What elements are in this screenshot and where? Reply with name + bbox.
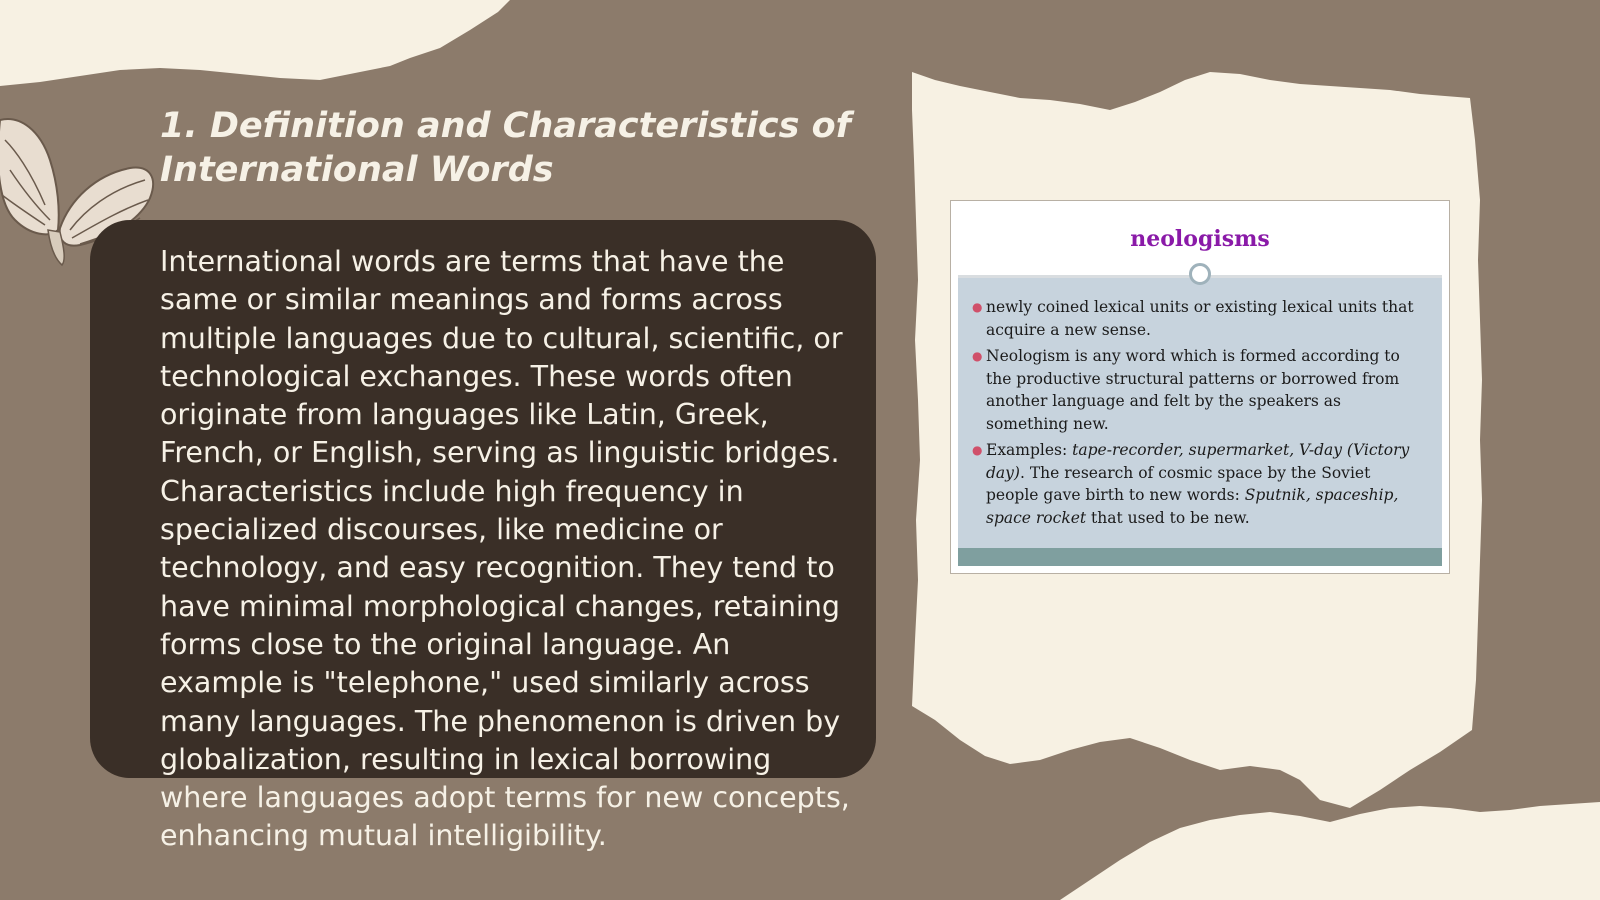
inset-slide-title: neologisms	[1130, 226, 1270, 252]
inset-bullet-item	[972, 439, 1426, 529]
inset-bullet-words: Sputnik, spaceship, space rocket	[986, 486, 1399, 527]
inset-bullet-list	[972, 296, 1426, 533]
inset-slide-footer-bar	[958, 548, 1442, 566]
inset-bullet-text: Neologism is any word which is formed according to the productive structural patterns or borrowed from another language and felt by the speakers as something new.	[986, 347, 1400, 433]
torn-paper-top-left	[0, 0, 510, 86]
inset-bullet-middle: . The research of cosmic space by the Soviet people gave birth to new words:	[986, 463, 1371, 504]
slide-title-line-2: International Words	[160, 150, 554, 190]
bullet-icon: ●	[972, 443, 983, 457]
slide-title	[160, 104, 860, 192]
torn-paper-bottom-right	[1060, 802, 1600, 900]
inset-slide-content	[958, 208, 1442, 566]
body-paragraph: International words are terms that have the same or similar meanings and forms across multiple languages due to cultural, scientific, or technological exchanges. These words often originate from languages like Latin, Greek, French, or English, serving as linguistic bridges. Characteristics include high frequency in specialized discourses, like medicine or technology, and easy recognition. They tend to have minimal morphological changes, retaining forms close to the original language. An example is "telephone," used similarly across many languages. The phenomenon is driven by globalization, resulting in lexical borrowing where languages adopt terms for new concepts, enhancing mutual intelligibility.	[160, 245, 850, 853]
inset-bullet-examples: tape-recorder, supermarket, V-day (Victory day)	[986, 441, 1410, 482]
circle-icon	[1189, 263, 1211, 285]
neologisms-slide-image	[950, 200, 1450, 574]
inset-bullet-item	[972, 345, 1426, 435]
inset-bullet-suffix: that used to be new.	[1086, 508, 1250, 527]
bullet-icon: ●	[972, 349, 983, 363]
inset-bullet-item	[972, 296, 1426, 341]
bullet-icon: ●	[972, 300, 983, 314]
slide-title-line-1: 1. Definition and Characteristics of	[160, 106, 851, 146]
inset-bullet-text: newly coined lexical units or existing lexical units that acquire a new sense.	[986, 298, 1414, 339]
inset-bullet-prefix: Examples:	[986, 441, 1073, 459]
